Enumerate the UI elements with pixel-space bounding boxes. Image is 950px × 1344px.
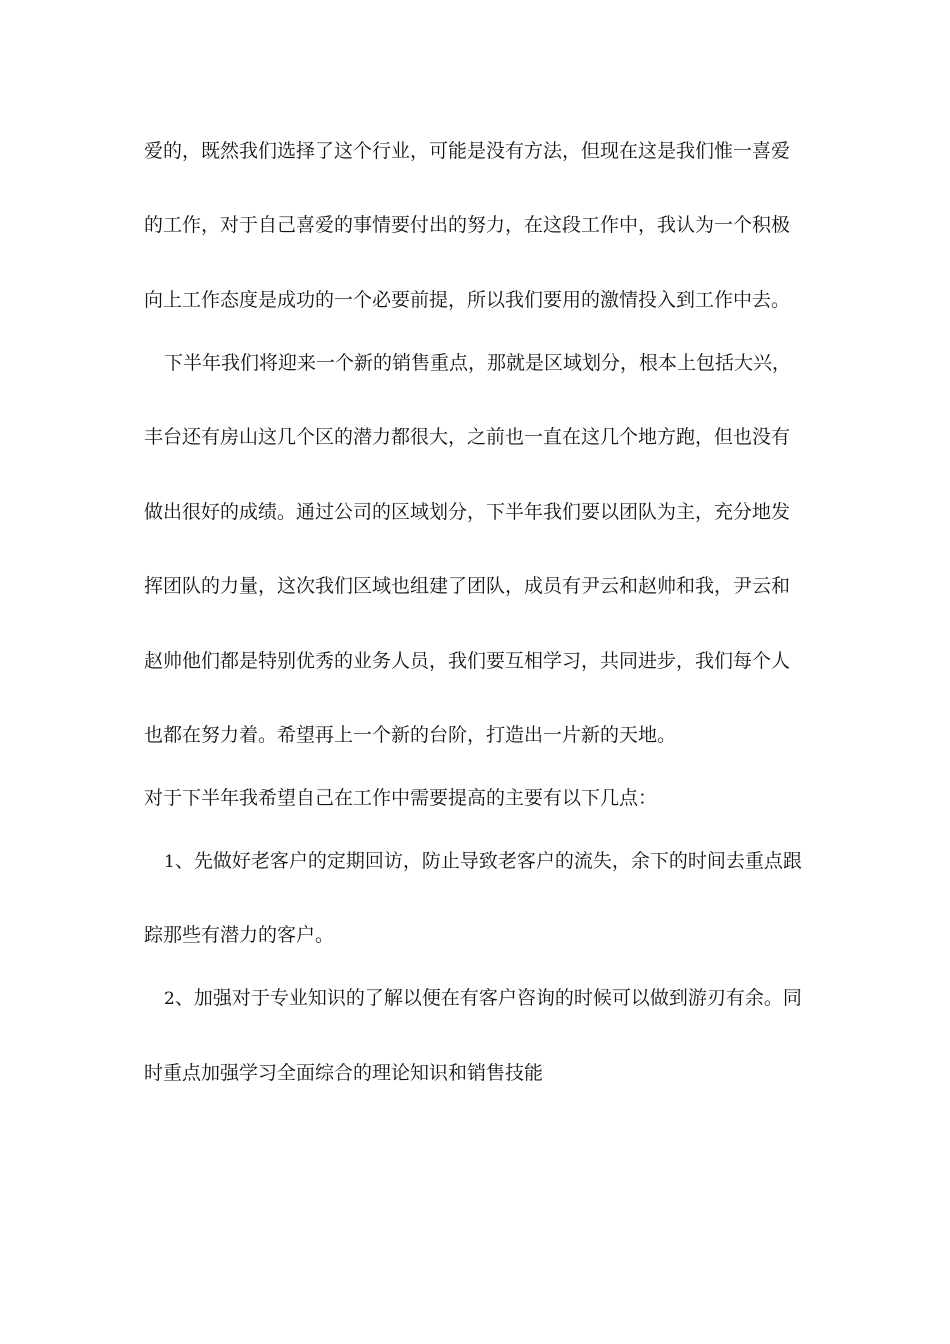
list-item-2-text: 、加强对于专业知识的了解以便在有客户咨询的时候可以做到游刃有余。同 [174,987,802,1009]
intro-line: 对于下半年我希望自己在工作中需要提高的主要有以下几点： [144,787,658,809]
paragraph2-line-4: 挥团队的力量，这次我们区域也组建了团队，成员有尹云和赵帅和我，尹云和 [144,575,791,597]
paragraph2-line-2: 丰台还有房山这几个区的潜力都很大，之前也一直在这几个地方跑，但也没有 [144,426,791,448]
list-item-2-continuation: 时重点加强学习全面综合的理论知识和销售技能 [144,1062,544,1084]
list-item-2 [164,986,802,1011]
list-item-1-text: 、先做好老客户的定期回访，防止导致老客户的流失，余下的时间去重点跟 [174,850,802,872]
paragraph2-line-3: 做出很好的成绩。通过公司的区域划分，下半年我们要以团队为主，充分地发 [144,501,791,523]
paragraph2-line-1: 下半年我们将迎来一个新的销售重点，那就是区域划分，根本上包括大兴， [164,352,792,374]
list-item-1 [164,849,802,874]
paragraph2-line-6: 也都在努力着。希望再上一个新的台阶，打造出一片新的天地。 [144,724,677,746]
list-item-1-number: 1 [164,852,175,872]
paragraph2-line-5: 赵帅他们都是特别优秀的业务人员，我们要互相学习，共同进步，我们每个人 [144,650,791,672]
list-item-1-continuation: 踪那些有潜力的客户。 [144,924,335,946]
paragraph1-line-1: 爱的，既然我们选择了这个行业，可能是没有方法，但现在这是我们惟一喜爱 [144,140,791,162]
paragraph1-line-3: 向上工作态度是成功的一个必要前提，所以我们要用的激情投入到工作中去。 [144,289,791,311]
paragraph1-line-2: 的工作，对于自己喜爱的事情要付出的努力，在这段工作中，我认为一个积极 [144,214,791,236]
list-item-2-number: 2 [164,989,175,1009]
